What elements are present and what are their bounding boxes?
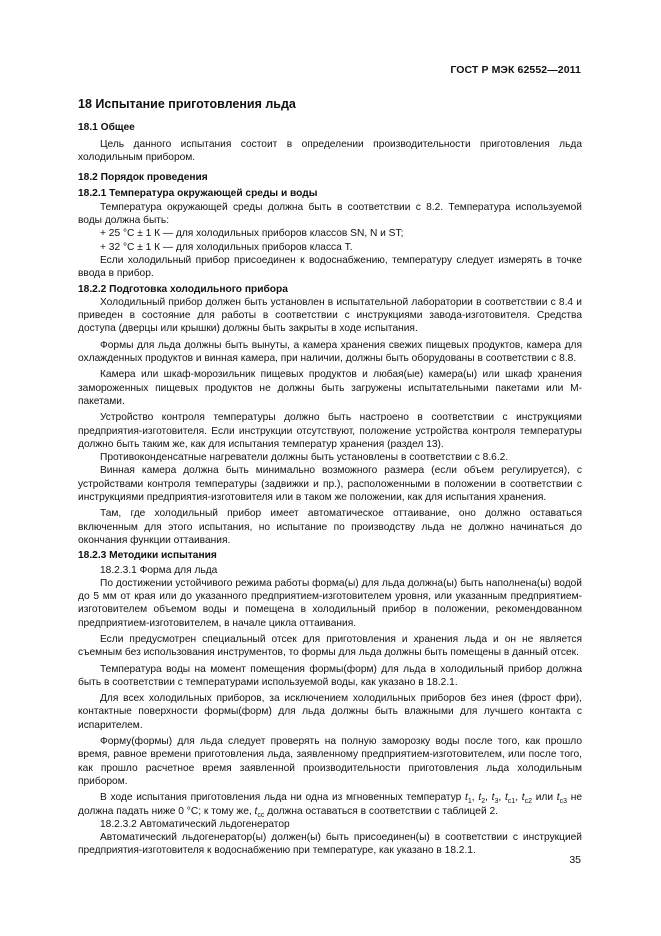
paragraph: Формы для льда должны быть вынуты, а камера хранения свежих пищевых продуктов, камера для охлажденных продуктов и винная камера, при наличии, должны быть оборудованы в соответствии с 8.8. [78, 339, 582, 365]
heading-18-1: 18.1 Общее [78, 122, 135, 134]
list-item: + 32 °С ± 1 К — для холодильных приборов класса Т. [100, 241, 353, 253]
page-number: 35 [569, 854, 581, 866]
list-item: + 25 °С ± 1 К — для холодильных приборов классов SN, N и ST; [100, 228, 404, 240]
document-body [78, 98, 582, 858]
paragraph: Форму(формы) для льда следует проверять на полную заморозку воды после того, как прошло время, равное времени приготовления льда, заявленному предприятием-изготовителем, или после того, как прошло расчетное время заявленной производительности приготовления льда холодильным прибором. [78, 736, 582, 787]
paragraph: Холодильный прибор должен быть установлен в испытательной лаборатории в соответствии с 8.4 и приведен в состояние для работы в соответствии с инструкциями завода-изготовителя. Средства доступа (дверцы или крышки) должны быть закрыты в ходе испытания. [78, 296, 582, 335]
paragraph: Противоконденсатные нагреватели должны быть установлены в соответствии с 8.6.2. [100, 452, 509, 464]
heading-18-2: 18.2 Порядок проведения [78, 172, 208, 184]
subheading-18-2-3-1: 18.2.3.1 Форма для льда [100, 564, 218, 576]
paragraph: Автоматический льдогенератор(ы) должен(ы) быть присоединен(ы) в соответствии с инструкцией предприятия-изготовителя к водоснабжению при температуре, как указано в 18.2.1. [78, 832, 582, 857]
paragraph: Камера или шкаф-морозильник пищевых продуктов и любая(ые) камера(ы) или шкаф хранения замороженных пищевых продуктов не должны быть загружены испытательными пакетами или М-пакетами. [78, 369, 582, 407]
paragraph: По достижении устойчивого режима работы форма(ы) для льда должна(ы) быть наполнена(ы) водой до 5 мм от края или до указанного предприятием-изготовителем уровня, или указанным предприятием-изготовителем объемом воды и помещена в холодильный прибор в положении, рекомендованном предприятием-изготовителем, в начале цикла оттаивания. [78, 577, 582, 629]
paragraph: Цель данного испытания состоит в определении производительности приготовления льда холодильным прибором. [78, 138, 582, 163]
heading-18-2-1: 18.2.1 Температура окружающей среды и воды [78, 188, 318, 200]
subheading-18-2-3-2: 18.2.3.2 Автоматический льдогенератор [100, 818, 290, 830]
heading-18-2-2: 18.2.2 Подготовка холодильного прибора [78, 283, 288, 295]
paragraph: Если холодильный прибор присоединен к водоснабжению, температуру следует измерять в точке ввода в прибор. [78, 254, 582, 280]
paragraph: Устройство контроля температуры должно быть настроено в соответствии с инструкциями предприятия-изготовителя. Если инструкции отсутствуют, положение устройства контроля температуры должно быть таким же, как для испытания температур хранения (раздел 13). [78, 412, 582, 450]
paragraph: Винная камера должна быть минимально возможного размера (если объем регулируется), с устройствами контроля температуры (задвижки и пр.), расположенными в положении в соответствии с инструкциями предприятия-изготовителя или в таком же положении, как для испытания хранения. [78, 465, 582, 504]
paragraph: Там, где холодильный прибор имеет автоматическое оттаивание, оно должно оставаться включенным для этого испытания, но испытание по производству льда не должно начинаться до окончания функции оттаивания. [78, 508, 582, 546]
heading-18-2-3: 18.2.3 Методики испытания [78, 550, 217, 562]
paragraph: Если предусмотрен специальный отсек для приготовления и хранения льда и он не является съемным без использования инструментов, то формы для льда должны быть помещены в данный отсек. [78, 633, 582, 659]
paragraph-temperatures: В ходе испытания приготовления льда ни одна из мгновенных температур $t_1$, $t_2$, $t_3$, $t_{c1}$, $t_{c2}$ или $t_{c3}$ не должна падать ниже 0 °С; к тому же, $t_{cc}$ должна оставаться в соответствии с таблицей 2. [78, 792, 582, 819]
section-title: 18 Испытание приготовления льда [78, 97, 296, 111]
paragraph: Для всех холодильных приборов, за исключением холодильных приборов без инея (фрост фри), контактные поверхности формы(форм) для льда должны быть влажными для лучшего контакта с испарителем. [78, 693, 582, 731]
paragraph: Температура окружающей среды должна быть в соответствии с 8.2. Температура используемой воды должна быть: [78, 201, 582, 227]
paragraph: Температура воды на момент помещения формы(форм) для льда в холодильный прибор должна быть в соответствии с температурами используемой воды, как указано в 18.2.1. [78, 663, 582, 688]
standard-header: ГОСТ Р МЭК 62552—2011 [450, 64, 581, 76]
